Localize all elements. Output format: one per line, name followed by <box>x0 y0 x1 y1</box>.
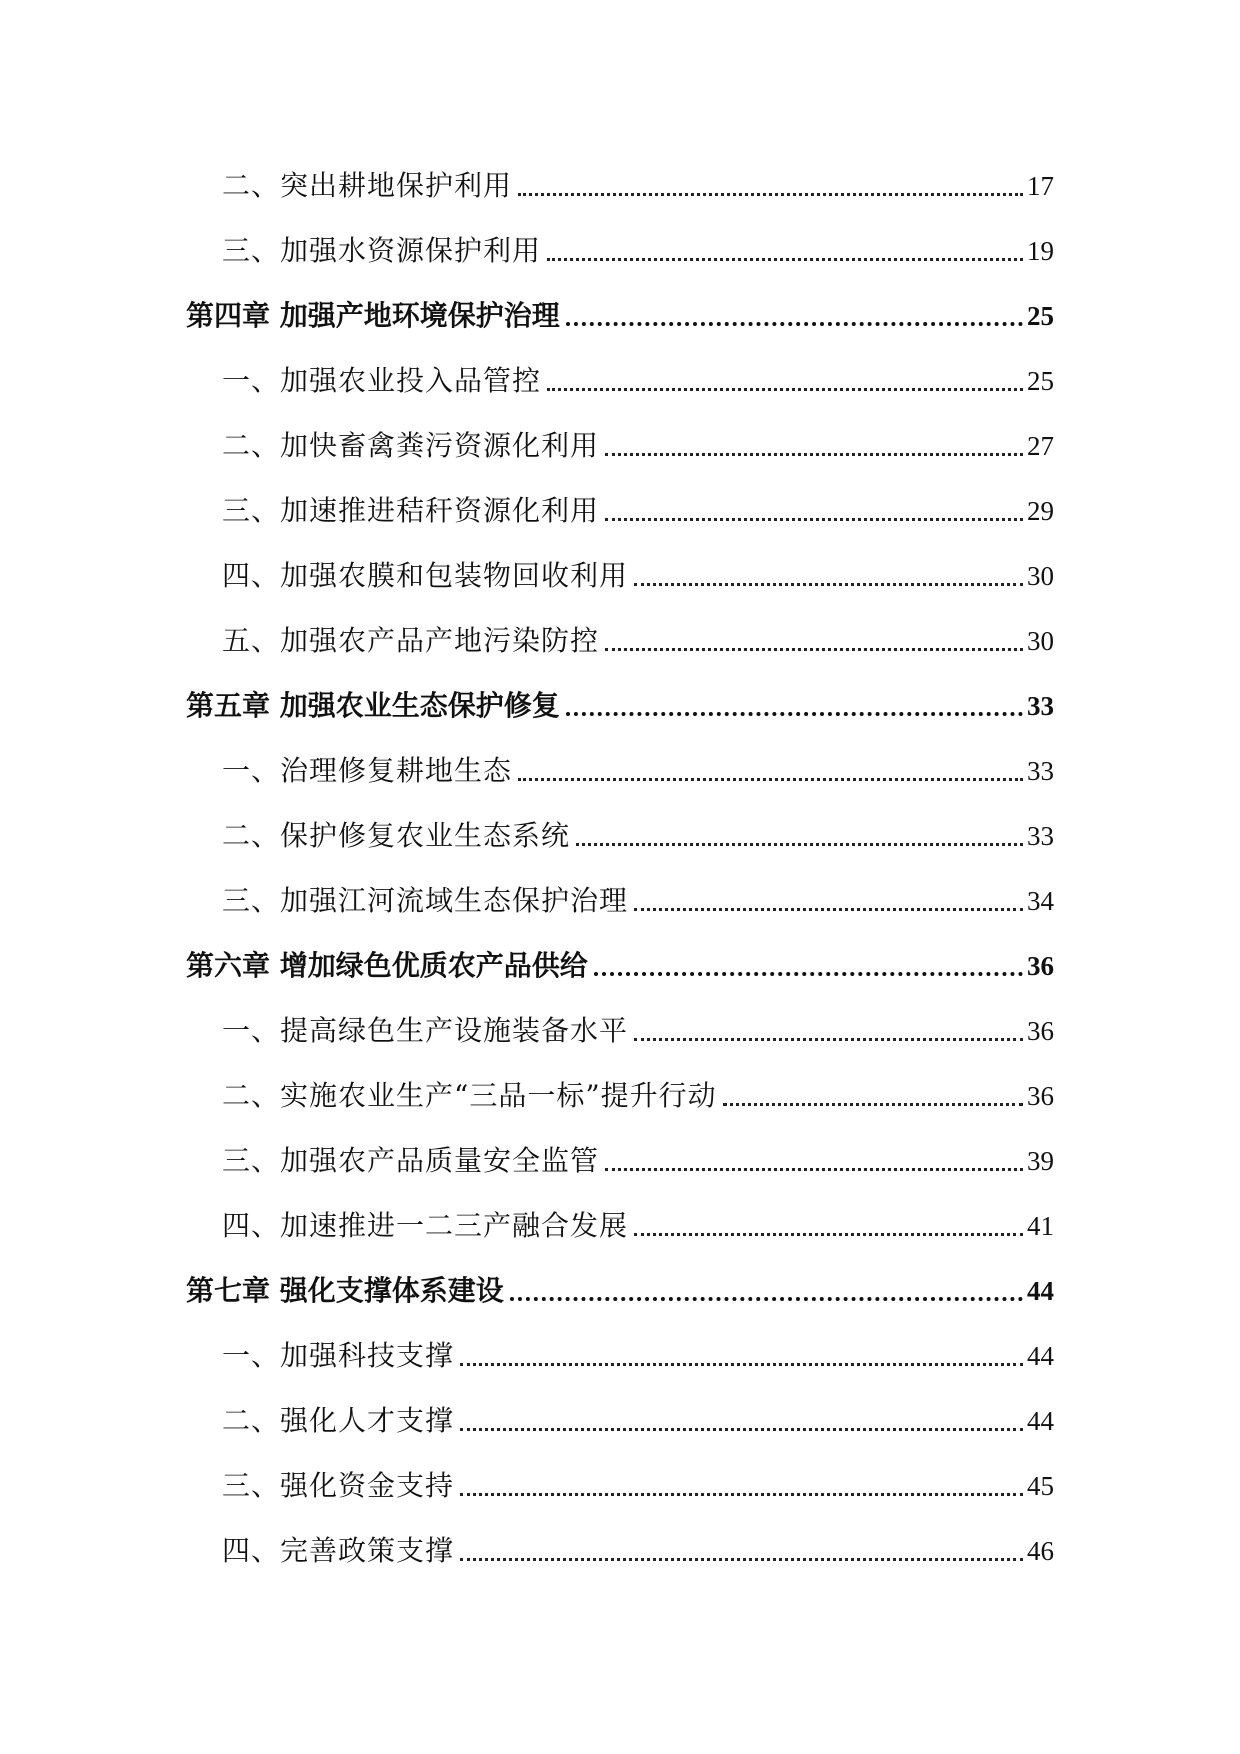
dot-leader <box>605 648 1023 651</box>
toc-page-number: 34 <box>1027 886 1054 916</box>
toc-section-entry[interactable] <box>186 150 1054 215</box>
toc-section-entry[interactable] <box>186 1450 1054 1515</box>
dot-leader <box>510 1297 1023 1301</box>
toc-page-number: 19 <box>1027 236 1054 266</box>
dot-leader <box>460 1428 1023 1431</box>
toc-section-entry[interactable] <box>186 735 1054 800</box>
toc-section-entry[interactable] <box>186 1385 1054 1450</box>
toc-section-entry[interactable] <box>186 800 1054 865</box>
toc-section-entry[interactable] <box>186 475 1054 540</box>
dot-leader <box>460 1363 1023 1366</box>
toc-chapter-entry[interactable] <box>186 280 1054 345</box>
toc-section-entry[interactable] <box>186 1515 1054 1580</box>
toc-chapter-entry[interactable] <box>186 670 1054 735</box>
toc-page-number: 46 <box>1027 1536 1054 1566</box>
dot-leader <box>594 972 1023 976</box>
toc-entry-title: 二、实施农业生产“三品一标”提升行动 <box>222 1079 717 1112</box>
dot-leader <box>634 583 1023 586</box>
dot-leader <box>547 258 1023 261</box>
toc-entry-title: 第七章 强化支撑体系建设 <box>186 1274 504 1307</box>
toc-page-number: 44 <box>1027 1341 1054 1371</box>
toc-section-entry[interactable] <box>186 1190 1054 1255</box>
toc-entry-title: 三、加速推进秸秆资源化利用 <box>222 494 600 527</box>
toc-entry-title: 第六章 增加绿色优质农产品供给 <box>186 949 588 982</box>
toc-entry-title: 第五章 加强农业生态保护修复 <box>186 689 560 722</box>
dot-leader <box>723 1103 1023 1106</box>
toc-entry-title: 二、加快畜禽粪污资源化利用 <box>222 429 600 462</box>
dot-leader <box>576 843 1023 846</box>
toc-chapter-entry[interactable] <box>186 930 1054 995</box>
toc-section-entry[interactable] <box>186 410 1054 475</box>
toc-page-number: 45 <box>1027 1471 1054 1501</box>
toc-entry-title: 四、加强农膜和包装物回收利用 <box>222 559 629 592</box>
toc-entry-title: 三、强化资金支持 <box>222 1469 455 1502</box>
toc-entry-title: 三、加强农产品质量安全监管 <box>222 1144 600 1177</box>
toc-page-number: 33 <box>1027 756 1054 786</box>
dot-leader <box>547 388 1023 391</box>
toc-page-number: 39 <box>1027 1146 1054 1176</box>
toc-page-number: 30 <box>1027 626 1054 656</box>
toc-page-number: 44 <box>1027 1276 1054 1306</box>
toc-entry-title: 一、治理修复耕地生态 <box>222 754 513 787</box>
toc-section-entry[interactable] <box>186 1060 1054 1125</box>
dot-leader <box>460 1493 1023 1496</box>
toc-section-entry[interactable] <box>186 865 1054 930</box>
dot-leader <box>605 1168 1023 1171</box>
toc-entry-title: 五、加强农产品产地污染防控 <box>222 624 600 657</box>
toc-page-number: 25 <box>1027 366 1054 396</box>
dot-leader <box>634 908 1023 911</box>
toc-entry-title: 四、完善政策支撑 <box>222 1534 455 1567</box>
toc-page-number: 36 <box>1027 951 1054 981</box>
dot-leader <box>518 778 1023 781</box>
toc-entry-title: 二、强化人才支撑 <box>222 1404 455 1437</box>
dot-leader <box>566 322 1023 326</box>
toc-page-number: 30 <box>1027 561 1054 591</box>
toc-entry-title: 一、加强科技支撑 <box>222 1339 455 1372</box>
dot-leader <box>605 453 1023 456</box>
toc-entry-title: 三、加强江河流域生态保护治理 <box>222 884 629 917</box>
toc-page-number: 33 <box>1027 821 1054 851</box>
dot-leader <box>605 518 1023 521</box>
dot-leader <box>518 193 1023 196</box>
toc-section-entry[interactable] <box>186 995 1054 1060</box>
toc-section-entry[interactable] <box>186 215 1054 280</box>
toc-entry-title: 一、提高绿色生产设施装备水平 <box>222 1014 629 1047</box>
toc-page-number: 17 <box>1027 171 1054 201</box>
toc-section-entry[interactable] <box>186 345 1054 410</box>
toc-page-number: 36 <box>1027 1081 1054 1111</box>
toc-page-number: 44 <box>1027 1406 1054 1436</box>
toc-page-number: 33 <box>1027 691 1054 721</box>
table-of-contents <box>186 150 1054 1580</box>
dot-leader <box>634 1233 1023 1236</box>
dot-leader <box>634 1038 1023 1041</box>
toc-section-entry[interactable] <box>186 1125 1054 1190</box>
toc-page-number: 27 <box>1027 431 1054 461</box>
toc-section-entry[interactable] <box>186 540 1054 605</box>
toc-section-entry[interactable] <box>186 1320 1054 1385</box>
dot-leader <box>566 712 1023 716</box>
toc-page-number: 29 <box>1027 496 1054 526</box>
toc-page-number: 41 <box>1027 1211 1054 1241</box>
toc-entry-title: 三、加强水资源保护利用 <box>222 234 542 267</box>
toc-page-number: 25 <box>1027 301 1054 331</box>
toc-entry-title: 一、加强农业投入品管控 <box>222 364 542 397</box>
toc-page-number: 36 <box>1027 1016 1054 1046</box>
toc-entry-title: 二、突出耕地保护利用 <box>222 169 513 202</box>
toc-chapter-entry[interactable] <box>186 1255 1054 1320</box>
dot-leader <box>460 1558 1023 1561</box>
toc-entry-title: 二、保护修复农业生态系统 <box>222 819 571 852</box>
toc-entry-title: 四、加速推进一二三产融合发展 <box>222 1209 629 1242</box>
toc-entry-title: 第四章 加强产地环境保护治理 <box>186 299 560 332</box>
toc-section-entry[interactable] <box>186 605 1054 670</box>
